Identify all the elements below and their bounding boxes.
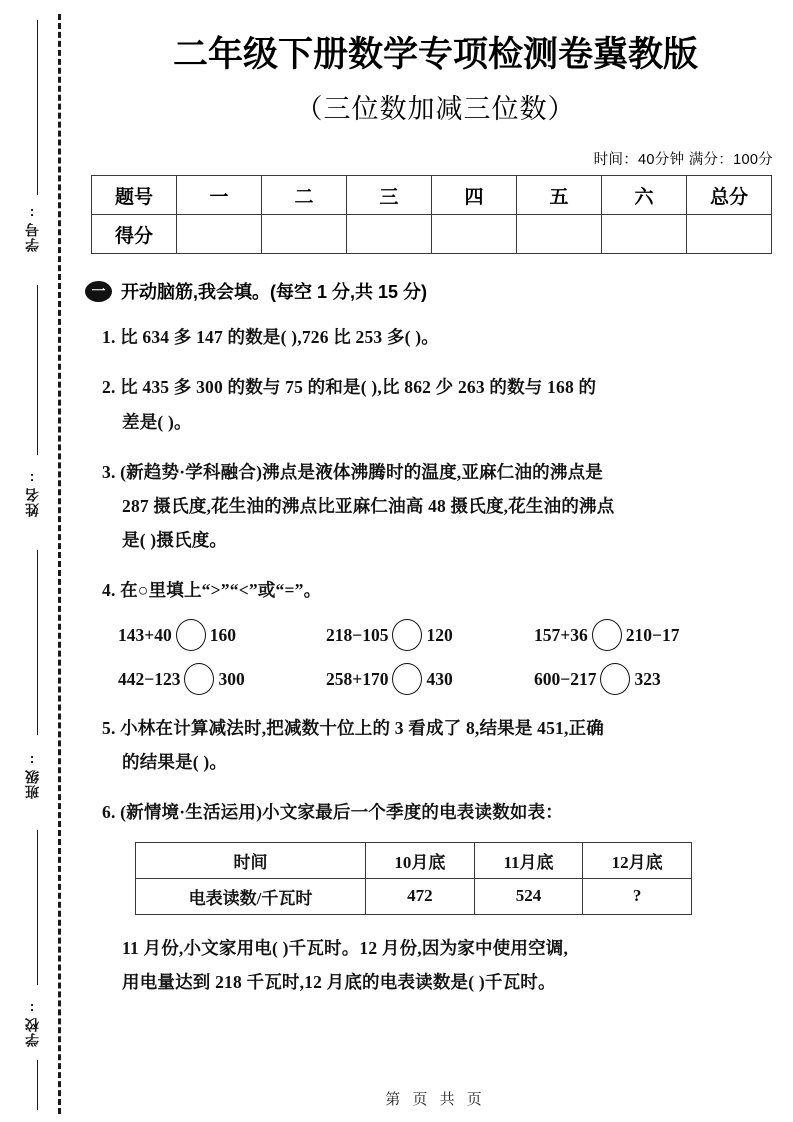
comparison-left: 143+40 [118,624,172,645]
comparison-circle[interactable] [592,619,622,651]
seal-margin-strip [0,0,78,1122]
comparison-item [326,663,534,695]
comparison-left: 600−217 [534,668,597,689]
score-cell-1[interactable] [177,215,262,254]
score-cell-2[interactable] [262,215,347,254]
score-cell-6[interactable] [602,215,687,254]
score-cell-3[interactable] [347,215,432,254]
comparison-left: 442−123 [118,668,181,689]
comparison-right: 120 [426,624,453,645]
question-1-number: 1. [102,327,116,348]
question-3-number: 3. [102,461,116,482]
comparison-circle[interactable] [176,619,206,651]
comparison-circle[interactable] [392,619,422,651]
margin-rule [37,285,38,455]
exam-sheet [78,0,793,1122]
comparison-left: 218−105 [326,624,389,645]
question-6-text: (新情境·生活运用)小文家最后一个季度的电表读数如表： [120,802,563,823]
comparison-right: 160 [209,624,236,645]
page-footer: 第 页 共 页 [385,1091,486,1108]
section-number-badge: 一 [85,281,112,302]
comparison-right: 430 [426,668,453,689]
margin-rule [37,1060,38,1110]
comparison-left: 157+36 [534,624,588,645]
comparison-circle[interactable] [184,663,214,695]
margin-label-student-id: 学号: [24,205,40,252]
score-col-2: 二 [262,176,347,215]
comparison-right: 300 [218,668,245,689]
meter-value-oct: 472 [366,878,475,914]
score-cell-4[interactable] [432,215,517,254]
meter-value-dec: ? [583,878,692,914]
margin-rule [37,550,38,735]
question-5-number: 5. [102,718,116,739]
question-4 [102,573,766,607]
question-6-number: 6. [102,802,116,823]
comparison-row-2 [118,663,793,695]
page-title: 二年级下册数学专项检测卷冀教版 [172,35,698,74]
meter-row-label-reading: 电表读数/千瓦时 [136,878,366,914]
comparison-item [118,663,326,695]
question-6-followup-line2: 用电量达到 218 千瓦时,12 月底的电表读数是( )千瓦时。 [122,971,556,992]
question-3-text-line2: 287 摄氏度,花生油的沸点比亚麻仁油高 48 摄氏度,花生油的沸点 [122,495,615,516]
question-2 [102,370,766,438]
table-row [92,176,772,215]
question-2-text-line2: 差是( )。 [122,411,192,432]
margin-label-school: 学校: [24,1000,40,1047]
table-row [136,878,692,914]
question-6 [102,795,766,829]
comparison-right: 323 [634,668,661,689]
score-col-4: 四 [432,176,517,215]
margin-rule [37,20,38,195]
question-6-followup [122,931,786,999]
comparison-item [534,663,764,695]
score-col-total: 总分 [687,176,772,215]
meter-value-nov: 524 [474,878,583,914]
section-header-one [85,278,793,304]
score-col-6: 六 [602,176,687,215]
score-col-1: 一 [177,176,262,215]
comparison-item [326,619,534,651]
table-row [92,215,772,254]
margin-label-class: 班级: [24,752,40,799]
question-5-text-line1: 小林在计算减法时,把减数十位上的 3 看成了 8,结果是 451,正确 [120,718,604,739]
meter-col-dec: 12月底 [583,842,692,878]
meter-col-oct: 10月底 [366,842,475,878]
score-col-5: 五 [517,176,602,215]
score-row-label: 题号 [92,176,177,215]
question-1-text: 比 634 多 147 的数是( ),726 比 253 多( )。 [120,327,439,348]
margin-label-name: 姓名: [24,470,40,517]
score-row-label-points: 得分 [92,215,177,254]
comparison-right: 210−17 [625,624,680,645]
question-3 [102,455,766,557]
question-5-text-line2: 的结果是( )。 [122,752,228,773]
comparison-row-1 [118,619,793,651]
meter-col-nov: 11月底 [474,842,583,878]
question-3-text-line1: (新趋势·学科融合)沸点是液体沸腾时的温度,亚麻仁油的沸点是 [120,461,603,482]
meter-row-label-time: 时间 [136,842,366,878]
question-1 [102,320,766,354]
seal-dashed-line [58,14,61,1114]
score-cell-total[interactable] [687,215,772,254]
comparison-item [534,619,764,651]
meter-reading-table [135,842,692,915]
comparison-circle[interactable] [392,663,422,695]
page-subtitle: （三位数加减三位数） [295,94,576,125]
question-2-text-line1: 比 435 多 300 的数与 75 的和是( ),比 862 少 263 的数与 168 的 [120,377,597,398]
section-title: 开动脑筋,我会填。(每空 1 分,共 15 分) [121,282,428,303]
comparison-item [118,619,326,651]
exam-meta: 时间：40分钟 满分：100分 [593,152,773,169]
score-col-3: 三 [347,176,432,215]
table-row [136,842,692,878]
comparison-left: 258+170 [326,668,389,689]
question-5 [102,711,766,779]
margin-rule [37,830,38,985]
score-cell-5[interactable] [517,215,602,254]
question-3-text-line3: 是( )摄氏度。 [122,529,228,550]
question-6-followup-line1: 11 月份,小文家用电( )千瓦时。12 月份,因为家中使用空调, [122,937,569,958]
comparison-circle[interactable] [600,663,630,695]
question-4-number: 4. [102,580,116,601]
question-4-text: 在○里填上“>”“<”或“=”。 [120,580,322,601]
score-table [91,175,772,254]
question-2-number: 2. [102,377,116,398]
